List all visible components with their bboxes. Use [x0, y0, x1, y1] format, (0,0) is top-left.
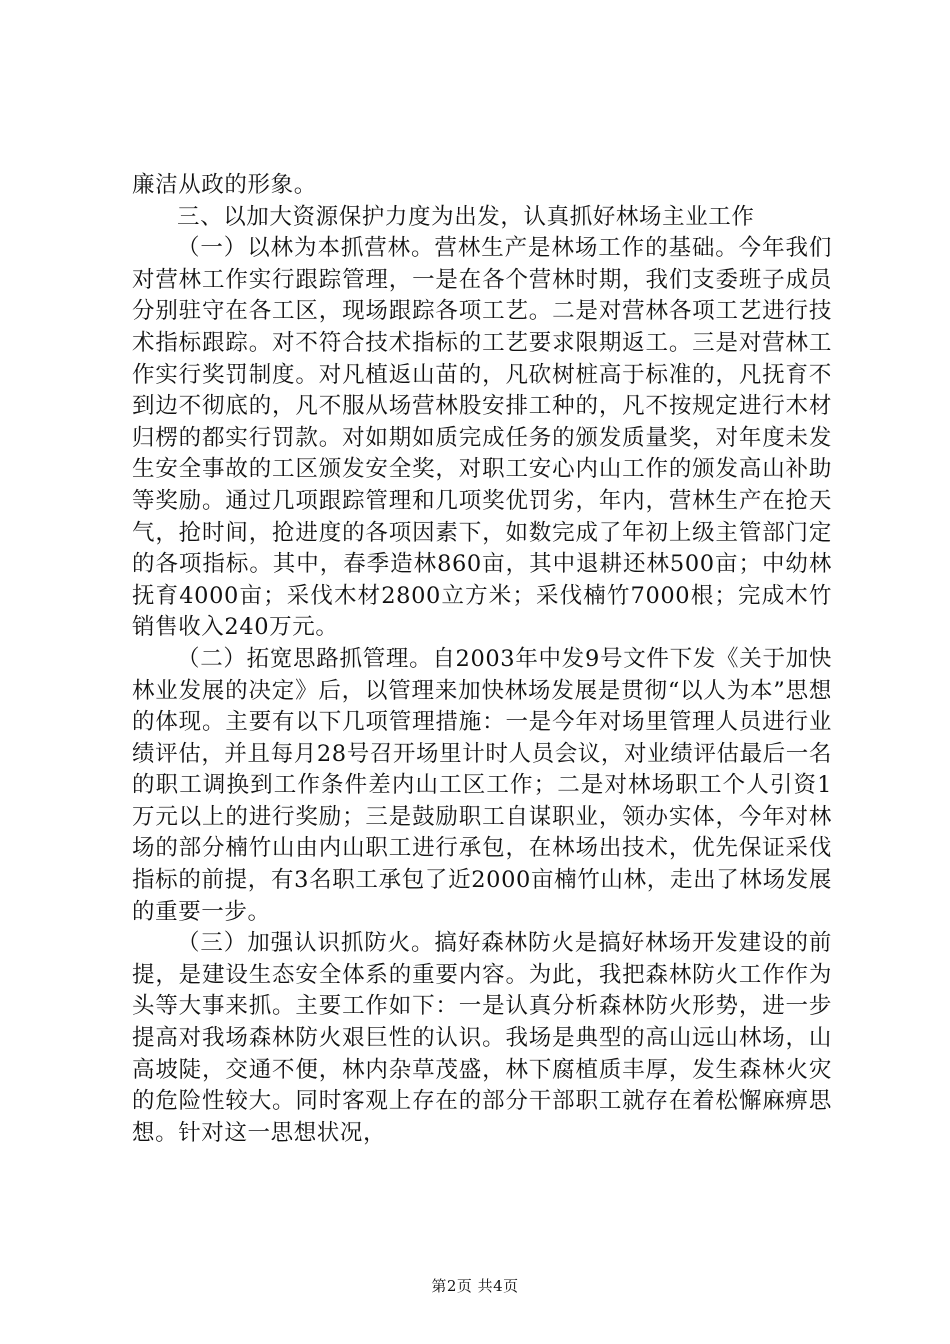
document-body [132, 170, 832, 1149]
paragraph-management: （二）拓宽思路抓管理。自2003年中发9号文件下发《关于加快林业发展的决定》后，以管理来加快林场发展是贯彻“以人为本”思想的体现。主要有以下几项管理措施：一是今年对场里管理人员进行业绩评估，并且每月28号召开场里计时人员会议，对业绩评估最后一名的职工调换到工作条件差内山工区工作；二是对林场职工个人引资1万元以上的进行奖励；三是鼓励职工自谋职业，领办实体，今年对林场的部分楠竹山由内山职工进行承包，在林场出技术，优先保证采伐指标的前提，有3名职工承包了近2000亩楠竹山林，走出了林场发展的重要一步。 [132, 645, 832, 925]
paragraph-continuation: 廉洁从政的形象。 [132, 172, 317, 198]
section-heading: 三、以加大资源保护力度为出发，认真抓好林场主业工作 [177, 203, 755, 230]
page-number-footer: 第2页 共4页 [431, 1277, 519, 1295]
paragraph-fire-prevention: （三）加强认识抓防火。搞好森林防火是搞好林场开发建设的前提，是建设生态安全体系的重要内容。为此，我把森林防火工作作为头等大事来抓。主要工作如下：一是认真分析森林防火形势，进一步提高对我场森林防火艰巨性的认识。我场是典型的高山远山林场，山高坡陡，交通不便，林内杂草茂盛，林下腐植质丰厚，发生森林火灾的危险性较大。同时客观上存在的部分干部职工就存在着松懈麻痹思想。针对这一思想状况， [132, 930, 832, 1146]
paragraph-forestry: （一）以林为本抓营林。营林生产是林场工作的基础。今年我们对营林工作实行跟踪管理，一是在各个营林时期，我们支委班子成员分别驻守在各工区，现场跟踪各项工艺。二是对营林各项工艺进行技术指标跟踪。对不符合技术指标的工艺要求限期返工。三是对营林工作实行奖罚制度。对凡植返山苗的，凡砍树桩高于标准的，凡抚育不到边不彻底的，凡不服从场营林股安排工种的，凡不按规定进行木材归楞的都实行罚款。对如期如质完成任务的颁发质量奖，对年度未发生安全事故的工区颁发安全奖，对职工安心内山工作的颁发高山补助等奖励。通过几项跟踪管理和几项奖优罚劣，年内，营林生产在抢天气，抢时间，抢进度的各项因素下，如数完成了年初上级主管部门定的各项指标。其中，春季造林860亩，其中退耕还林500亩；中幼林抚育4000亩；采伐木材2800立方米；采伐楠竹7000根；完成木竹销售收入240万元。 [132, 235, 832, 641]
